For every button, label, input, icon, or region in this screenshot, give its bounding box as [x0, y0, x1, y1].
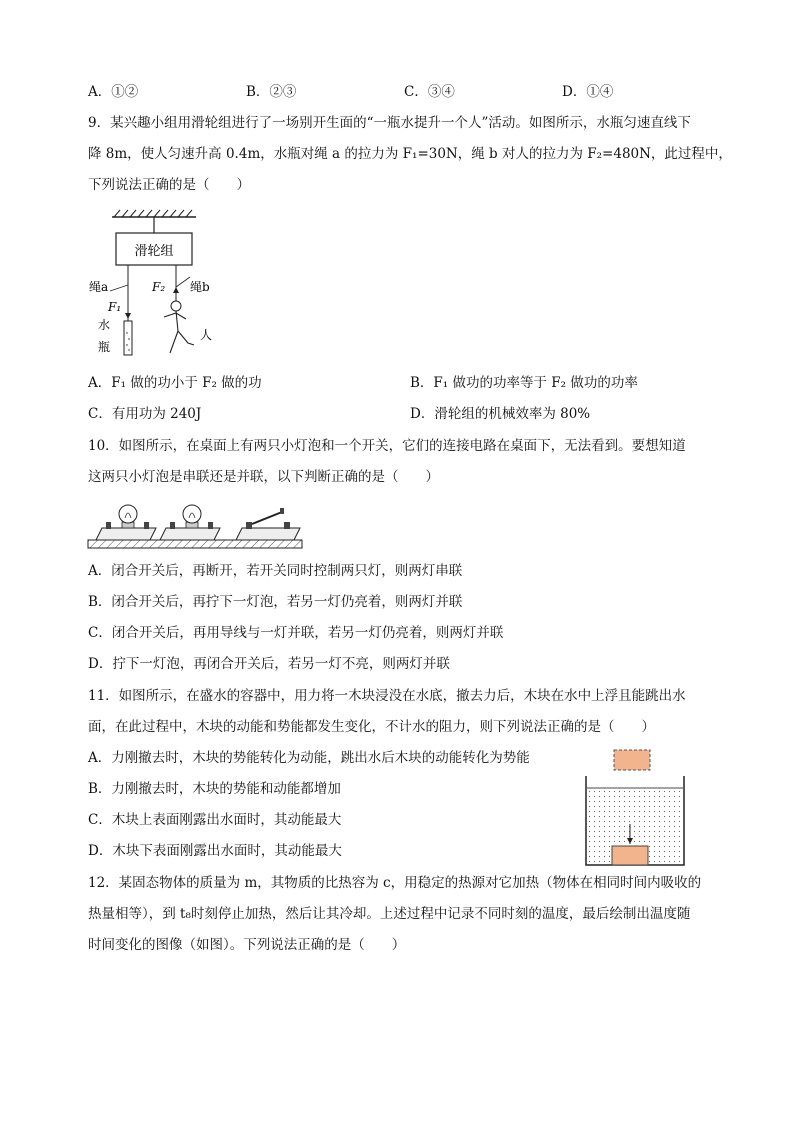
q11-option-c: C．木块上表面刚露出水面时，其动能最大 [88, 812, 342, 828]
q9-option-c: C．有用功为 240J [88, 406, 202, 422]
q8-option-b: B．②③ [246, 84, 297, 100]
q10-option-c: C．闭合开关后，再用导线与一灯并联，若另一灯仍亮着，则两灯并联 [88, 625, 504, 641]
q8-option-d: D．①④ [562, 84, 614, 100]
rope-a-label: 绳a [89, 280, 109, 294]
q9-option-d: D．滑轮组的机械效率为 80% [410, 406, 591, 422]
f2-label: F₂ [152, 280, 166, 294]
q10-option-d: D．拧下一灯泡，再闭合开关后，若另一灯不亮，则两灯并联 [88, 656, 450, 672]
q9-option-b: B．F₁ 做功的功率等于 F₂ 做功的功率 [410, 375, 638, 391]
q12-stem-line-1: 12．某固态物体的质量为 m，其物质的比热容为 c，用稳定的热源对它加热（物体在相同时间内吸收的 [88, 875, 702, 891]
q8-option-a: A．①② [88, 84, 139, 100]
q9-stem-line-1: 9．某兴趣小组用滑轮组进行了一场别开生面的“一瓶水提升一个人”活动。如图所示，水瓶匀速直线下 [88, 115, 691, 131]
q11-option-a: A．力刚撤去时，木块的势能转化为动能，跳出水后木块的动能转化为势能 [88, 750, 530, 766]
pulley-box-label: 滑轮组 [134, 244, 174, 259]
person-label: 人 [200, 328, 213, 342]
water-container-figure [582, 744, 692, 870]
q10-stem-line-2: 这两只小灯泡是串联还是并联，以下判断正确的是（ ） [88, 469, 439, 485]
bulb-icon [183, 505, 201, 528]
rope-b-label: 绳b [190, 280, 210, 294]
q10-stem-line-1: 10．如图所示，在桌面上有两只小灯泡和一个开关，它们的连接电路在桌面下，无法看到。要想知道 [88, 438, 686, 454]
q11-stem-line-2: 面，在此过程中，木块的动能和势能都发生变化，不计水的阻力，则下列说法正确的是（ ） [88, 719, 655, 735]
f1-label: F₁ [108, 300, 122, 314]
q10-option-a: A．闭合开关后，再断开，若开关同时控制两只灯，则两灯串联 [88, 563, 463, 579]
block-under-water [612, 846, 648, 865]
q9-stem-line-2: 降 8m，使人匀速升高 0.4m，水瓶对绳 a 的拉力为 F₁=30N，绳 b 对人的拉力为 F₂=480N，此过程中， [88, 146, 732, 162]
block-above-water [614, 750, 650, 770]
q9-option-a: A．F₁ 做的功小于 F₂ 做的功 [88, 375, 262, 391]
q11-option-d: D．木块下表面刚露出水面时，其动能最大 [88, 843, 342, 859]
switch-icon [246, 508, 290, 529]
q11-option-b: B．力刚撤去时，木块的势能和动能都增加 [88, 781, 341, 797]
q12-stem-line-3: 时间变化的图像（如图）。下列说法正确的是（ ） [88, 937, 406, 953]
q11-stem-line-1: 11．如图所示，在盛水的容器中，用力将一木块浸没在水底，撤去力后，木块在水中上浮且能跳出水 [88, 688, 686, 704]
bottle-label-2: 瓶 [98, 340, 111, 354]
q8-option-c: C．③④ [404, 84, 455, 100]
lamps-switch-figure [86, 492, 306, 554]
bulb-icon [119, 505, 137, 528]
bottle-label-1: 水 [98, 318, 111, 332]
q9-stem-line-3: 下列说法正确的是（ ） [88, 177, 250, 193]
pulley-figure [86, 205, 236, 360]
q12-stem-line-2: 热量相等），到 t₈时刻停止加热，然后让其冷却。上述过程中记录不同时刻的温度，最后绘制出温度随 [88, 906, 691, 922]
q10-option-b: B．闭合开关后，再拧下一灯泡，若另一灯仍亮着，则两灯并联 [88, 594, 463, 610]
